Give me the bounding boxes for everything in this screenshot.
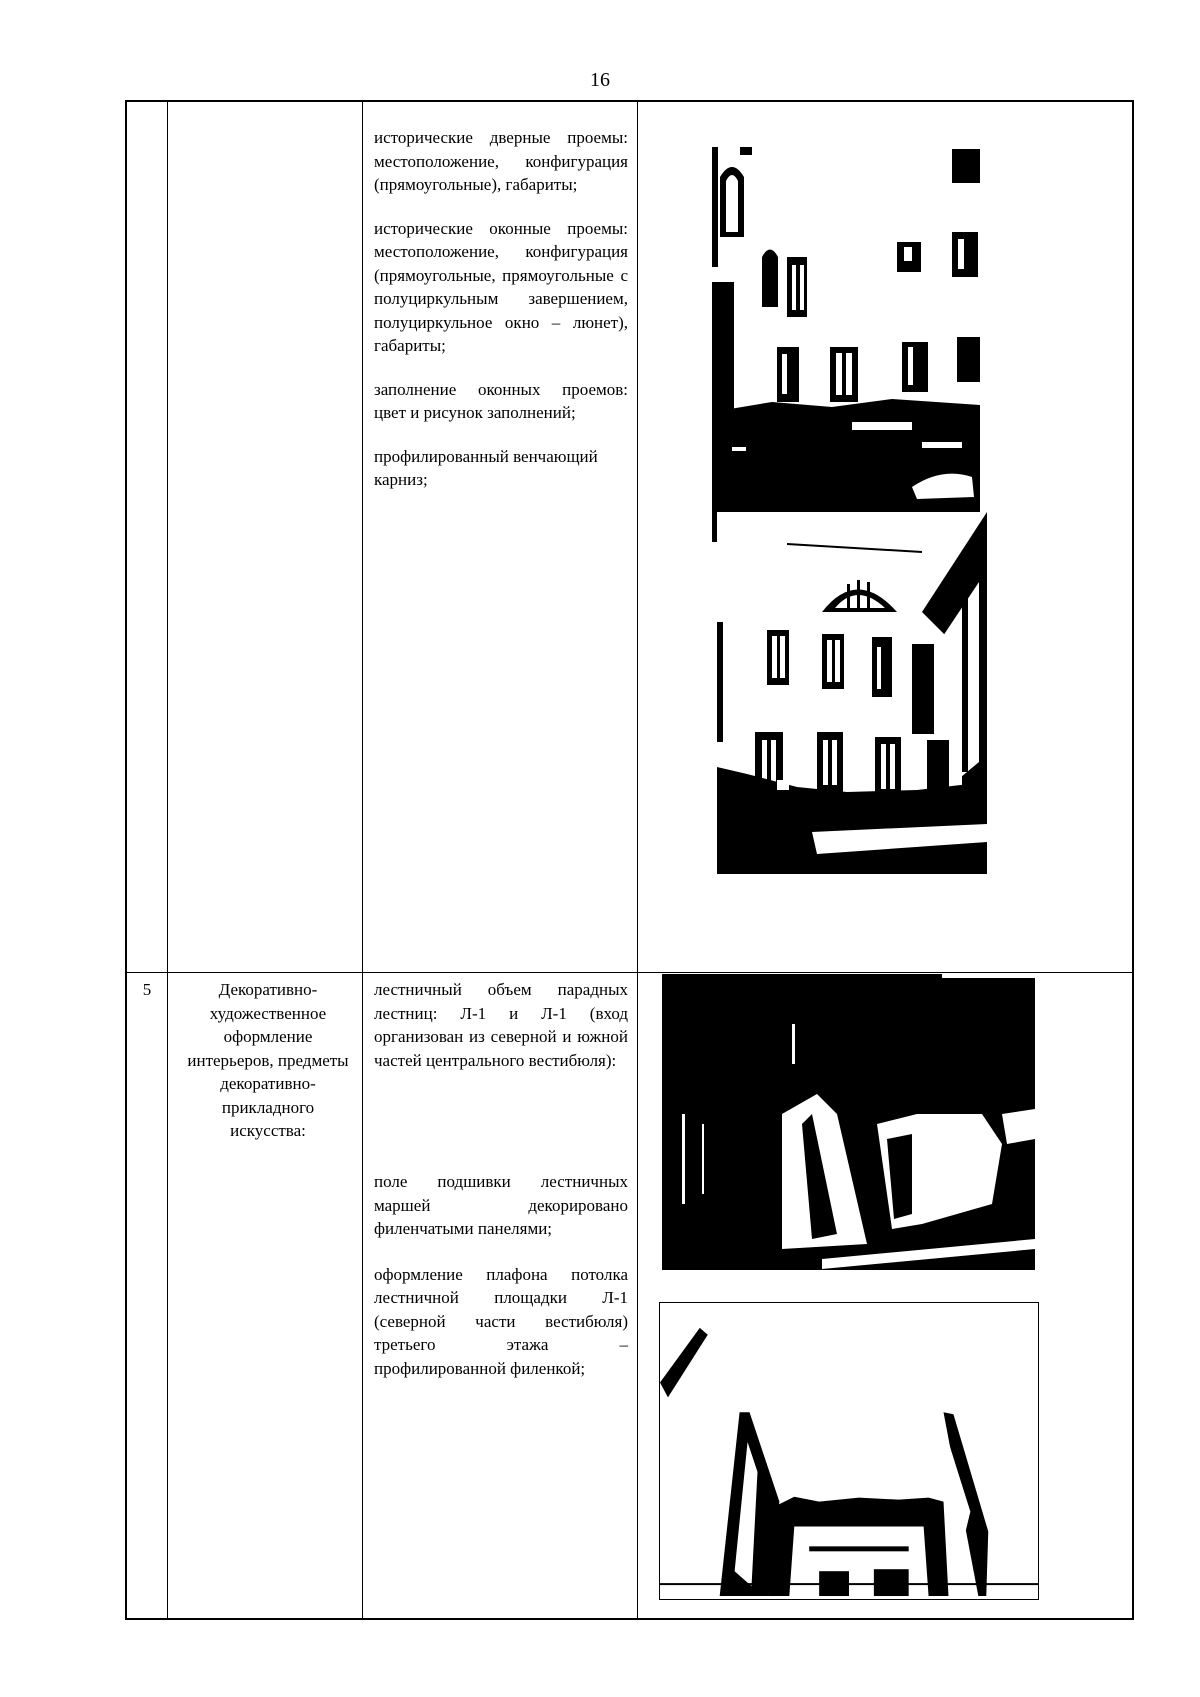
description-paragraph: лестничный объем парадных лестниц: Л-1 и Л-1 (вход организован из северной и южной частей центрального вестибюля):: [374, 980, 628, 1070]
courtyard-facade-photo: [717, 512, 987, 874]
column-divider: [167, 102, 168, 1618]
staircase-photo: [662, 974, 1035, 1274]
column-divider: [362, 102, 363, 1618]
description-paragraph: исторические дверные проемы: местоположение, конфигурация (прямоугольные), габариты;: [374, 128, 628, 194]
row2-description: [374, 978, 628, 1400]
row1-description: [374, 126, 628, 512]
page-number: 16: [590, 69, 610, 91]
description-paragraph: заполнение оконных проемов: цвет и рисунок заполнений;: [374, 379, 628, 422]
row2-category-cell: Декоративно-художественное оформление интерьеров, предметы декоративно-прикладного искусства:: [187, 980, 349, 1140]
description-paragraph: исторические оконные проемы: местоположение, конфигурация (прямоугольные, прямоугольные с полуциркульным завершением, полуциркульное окно – люнет), габариты;: [374, 218, 628, 355]
description-paragraph: поле подшивки лестничных маршей декорировано филенчатыми панелями;: [374, 1172, 628, 1238]
facade-photo: [712, 147, 980, 542]
row-divider: [127, 972, 1132, 973]
table: [125, 100, 1134, 1620]
description-paragraph: профилированный венчающий карниз;: [374, 446, 598, 489]
ceiling-plafond-photo: [659, 1302, 1039, 1600]
column-divider: [637, 102, 638, 1618]
row2-number-cell: 5: [142, 980, 152, 999]
description-paragraph: оформление плафона потолка лестничной площадки Л-1 (северной части вестибюля) третьего этажа – профилированной филенкой;: [374, 1264, 628, 1378]
